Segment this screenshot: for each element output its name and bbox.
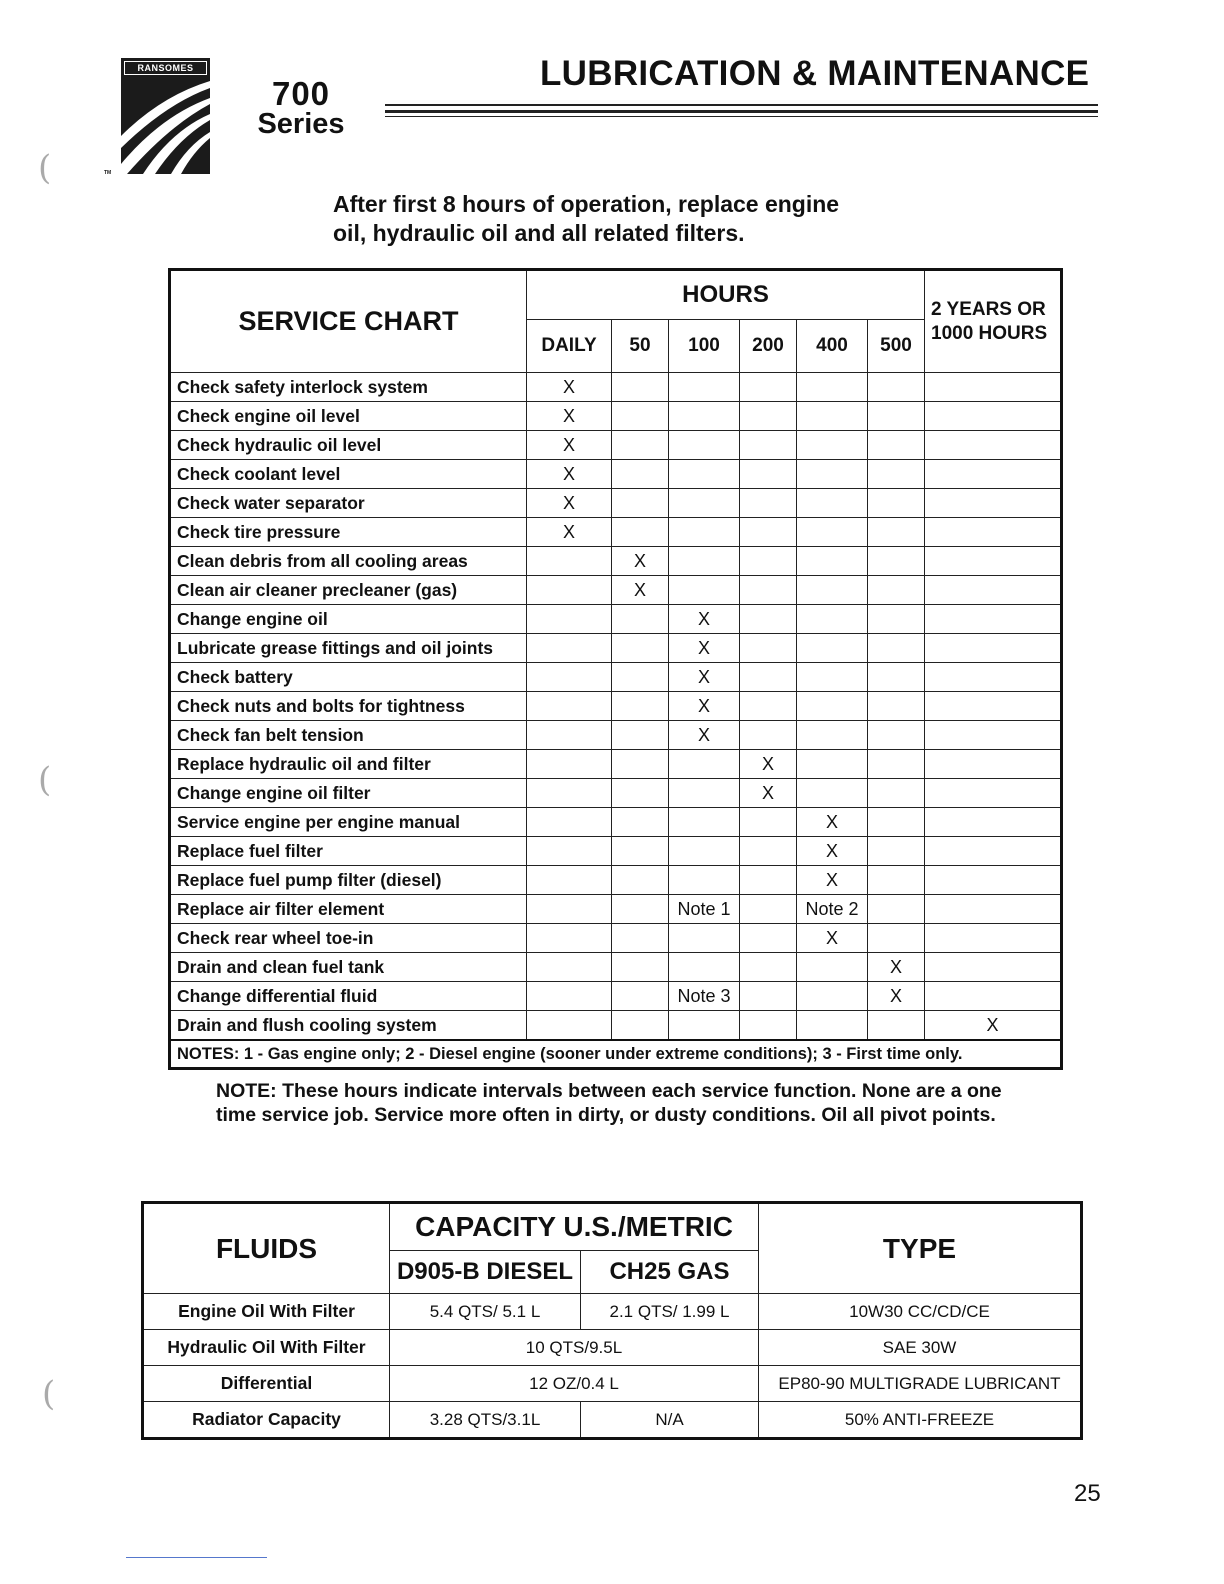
service-interval-cell [669,576,740,605]
service-task: Check fan belt tension [170,721,527,750]
service-interval-cell [925,576,1062,605]
service-interval-cell [740,808,797,837]
service-interval-cell [669,808,740,837]
service-interval-cell [925,634,1062,663]
service-task: Check nuts and bolts for tightness [170,692,527,721]
service-interval-cell [669,547,740,576]
service-interval-cell [925,402,1062,431]
service-interval-cell [612,750,669,779]
service-interval-cell [527,547,612,576]
service-interval-cell [797,634,868,663]
service-interval-cell [868,1011,925,1041]
service-interval-cell [925,431,1062,460]
footer-rule [126,1557,267,1558]
service-interval-cell [740,895,797,924]
service-interval-cell [669,837,740,866]
service-interval-cell [925,779,1062,808]
service-interval-cell [669,489,740,518]
service-task: Change engine oil filter [170,779,527,808]
service-interval-cell [797,431,868,460]
service-interval-cell [612,837,669,866]
gas-capacity: N/A [581,1402,759,1439]
service-interval-cell: Note 2 [797,895,868,924]
service-interval-cell [612,779,669,808]
logo-brand-text: RANSOMES [124,61,207,75]
service-interval-cell [740,489,797,518]
fluid-type: 10W30 CC/CD/CE [759,1294,1082,1330]
ransomes-logo [121,58,210,174]
service-interval-cell: Note 3 [669,982,740,1011]
service-interval-cell [612,895,669,924]
service-chart-body [170,373,1062,1041]
service-interval-cell [527,953,612,982]
service-interval-cell [612,982,669,1011]
service-interval-cell [740,605,797,634]
service-interval-cell [868,518,925,547]
service-interval-cell: Note 1 [669,895,740,924]
service-interval-cell [527,750,612,779]
service-interval-cell [925,837,1062,866]
service-interval-cell [527,721,612,750]
service-interval-cell: X [669,663,740,692]
long-interval-line: 2 YEARS OR [931,298,1046,320]
service-interval-cell [925,866,1062,895]
service-interval-cell [527,576,612,605]
type-header: TYPE [759,1203,1082,1294]
logo-stripes-graphic [121,76,210,174]
service-interval-cell [612,1011,669,1041]
service-interval-cell [797,547,868,576]
service-task: Replace air filter element [170,895,527,924]
service-interval-cell [612,692,669,721]
service-interval-cell [740,634,797,663]
service-interval-cell [925,924,1062,953]
service-row [170,779,1062,808]
service-interval-cell: X [669,721,740,750]
service-interval-cell [527,837,612,866]
trademark-mark: TM [104,170,112,176]
service-interval-cell [925,373,1062,402]
fluid-row [143,1402,1082,1439]
service-interval-cell [925,982,1062,1011]
capacity-header: CAPACITY U.S./METRIC [390,1203,759,1251]
service-interval-cell: X [669,605,740,634]
service-interval-cell [868,663,925,692]
service-interval-cell [797,460,868,489]
service-interval-cell [925,518,1062,547]
service-interval-cell [868,750,925,779]
service-interval-cell: X [527,431,612,460]
service-interval-cell [797,1011,868,1041]
service-interval-cell: X [612,547,669,576]
service-interval-cell: X [797,837,868,866]
service-interval-cell [740,460,797,489]
service-interval-cell: X [669,692,740,721]
service-interval-cell [740,982,797,1011]
service-interval-cell [925,460,1062,489]
service-interval-cell [868,489,925,518]
service-interval-cell: X [925,1011,1062,1041]
service-task: Check engine oil level [170,402,527,431]
service-interval-cell: X [797,808,868,837]
service-interval-cell [868,808,925,837]
service-interval-cell [669,431,740,460]
service-interval-cell [868,431,925,460]
service-interval-cell [868,402,925,431]
service-interval-cell [925,953,1062,982]
service-interval-cell: X [527,460,612,489]
service-interval-cell: X [527,518,612,547]
service-interval-cell [612,402,669,431]
service-interval-cell [612,373,669,402]
service-interval-cell [868,924,925,953]
service-interval-cell [868,866,925,895]
fluids-header: FLUIDS [143,1203,390,1294]
service-task: Check coolant level [170,460,527,489]
fluid-row [143,1366,1082,1402]
service-row [170,373,1062,402]
service-interval-cell [740,1011,797,1041]
column-header-200: 200 [740,320,797,373]
service-interval-cell [797,750,868,779]
service-interval-cell: X [740,779,797,808]
column-header-400: 400 [797,320,868,373]
service-task: Clean debris from all cooling areas [170,547,527,576]
service-interval-cell [797,663,868,692]
service-interval-cell [797,779,868,808]
service-interval-cell [797,721,868,750]
fluid-type: SAE 30W [759,1330,1082,1366]
service-interval-cell [925,605,1062,634]
service-interval-cell [612,721,669,750]
service-interval-cell [925,547,1062,576]
service-interval-cell [868,634,925,663]
gas-header: CH25 GAS [581,1251,759,1294]
service-interval-cell [797,576,868,605]
column-header-500: 500 [868,320,925,373]
service-interval-cell: X [868,953,925,982]
service-interval-cell [527,663,612,692]
series-number: 700 [271,75,331,112]
diesel-capacity: 5.4 QTS/ 5.1 L [390,1294,581,1330]
shared-capacity: 12 OZ/0.4 L [390,1366,759,1402]
series-word: Series [257,108,345,140]
service-task: Check tire pressure [170,518,527,547]
intro-line: After first 8 hours of operation, replace engine [333,191,840,217]
service-interval-cell: X [797,924,868,953]
service-interval-cell [612,460,669,489]
service-interval-cell [612,953,669,982]
service-interval-cell: X [527,402,612,431]
service-row [170,518,1062,547]
column-header-daily: DAILY [527,320,612,373]
fluid-name: Engine Oil With Filter [143,1294,390,1330]
service-task: Service engine per engine manual [170,808,527,837]
service-task: Check hydraulic oil level [170,431,527,460]
fluid-type: 50% ANTI-FREEZE [759,1402,1082,1439]
service-interval-cell [740,924,797,953]
service-interval-cell [868,460,925,489]
service-row [170,402,1062,431]
margin-binding-mark: ( [38,760,52,800]
title-rule [385,110,1098,113]
service-interval-cell [527,634,612,663]
service-interval-cell [527,982,612,1011]
service-interval-cell [612,605,669,634]
service-task: Replace hydraulic oil and filter [170,750,527,779]
service-row [170,895,1062,924]
service-interval-cell [740,953,797,982]
service-interval-cell [797,402,868,431]
service-interval-cell [925,808,1062,837]
service-interval-cell [868,837,925,866]
service-interval-cell [527,1011,612,1041]
service-row [170,663,1062,692]
service-interval-cell [868,692,925,721]
fluid-row [143,1330,1082,1366]
service-interval-cell [669,953,740,982]
column-header-50: 50 [612,320,669,373]
service-interval-cell: X [612,576,669,605]
column-header-100: 100 [669,320,740,373]
service-row [170,576,1062,605]
service-interval-cell [740,547,797,576]
service-interval-cell: X [527,489,612,518]
service-interval-cell [669,750,740,779]
service-interval-cell [527,808,612,837]
service-task: Check safety interlock system [170,373,527,402]
service-interval-cell [612,518,669,547]
service-row [170,808,1062,837]
service-row [170,953,1062,982]
service-chart-title: SERVICE CHART [170,270,527,373]
gas-capacity: 2.1 QTS/ 1.99 L [581,1294,759,1330]
service-interval-cell [527,605,612,634]
page-title: LUBRICATION & MAINTENANCE [540,54,1090,93]
service-interval-cell [797,518,868,547]
service-task: Replace fuel filter [170,837,527,866]
service-row [170,692,1062,721]
service-interval-cell: X [669,634,740,663]
service-interval-cell [797,373,868,402]
fluid-name: Hydraulic Oil With Filter [143,1330,390,1366]
service-row [170,837,1062,866]
service-row [170,431,1062,460]
margin-binding-mark: ( [38,148,52,188]
service-row [170,866,1062,895]
service-row [170,547,1062,576]
service-interval-cell [669,866,740,895]
service-task: Lubricate grease fittings and oil joints [170,634,527,663]
service-task: Change engine oil [170,605,527,634]
service-interval-cell [669,779,740,808]
service-interval-cell: X [740,750,797,779]
intro-text [333,190,893,248]
service-interval-cell [868,576,925,605]
service-task: Drain and clean fuel tank [170,953,527,982]
service-interval-cell [925,692,1062,721]
service-interval-cell [669,518,740,547]
service-interval-cell [669,460,740,489]
intro-line: oil, hydraulic oil and all related filters. [333,220,745,246]
fluid-type: EP80-90 MULTIGRADE LUBRICANT [759,1366,1082,1402]
service-interval-cell [612,866,669,895]
service-interval-cell [669,402,740,431]
service-row [170,1011,1062,1041]
hours-header: HOURS [527,270,925,320]
fluid-row [143,1294,1082,1330]
service-interval-cell [868,895,925,924]
hours-note [216,1079,1046,1127]
service-interval-cell [669,373,740,402]
service-task: Drain and flush cooling system [170,1011,527,1041]
service-interval-cell [797,953,868,982]
service-interval-cell [868,373,925,402]
service-interval-cell [925,663,1062,692]
service-row [170,605,1062,634]
service-row [170,982,1062,1011]
long-interval-line: 1000 HOURS [931,322,1048,344]
fluid-name: Radiator Capacity [143,1402,390,1439]
service-interval-cell [527,779,612,808]
service-interval-cell [527,924,612,953]
long-interval-header [925,270,1062,373]
service-interval-cell [527,692,612,721]
hours-note-line: time service job. Service more often in dirty, or dusty conditions. Oil all pivot points. [216,1104,996,1126]
service-interval-cell [740,518,797,547]
service-interval-cell [925,895,1062,924]
hours-note-line: NOTE: These hours indicate intervals between each service function. None are a one [216,1080,1002,1102]
service-interval-cell [740,692,797,721]
service-interval-cell [925,750,1062,779]
service-interval-cell [797,605,868,634]
title-rule [385,104,1098,106]
series-badge [236,75,366,140]
service-interval-cell: X [868,982,925,1011]
service-interval-cell [527,895,612,924]
service-interval-cell [612,489,669,518]
service-interval-cell [612,634,669,663]
service-row [170,634,1062,663]
service-row [170,750,1062,779]
service-interval-cell [740,402,797,431]
service-row [170,489,1062,518]
service-task: Check battery [170,663,527,692]
service-row [170,460,1062,489]
service-interval-cell [797,692,868,721]
service-chart-notes: NOTES: 1 - Gas engine only; 2 - Diesel engine (sooner under extreme conditions); 3 - First time only. [170,1040,1062,1069]
service-interval-cell [669,1011,740,1041]
service-interval-cell [797,982,868,1011]
service-interval-cell [740,431,797,460]
service-interval-cell [740,866,797,895]
title-rule [385,116,1098,117]
service-interval-cell [612,431,669,460]
service-interval-cell [740,837,797,866]
service-interval-cell [740,373,797,402]
service-interval-cell [868,721,925,750]
service-interval-cell: X [797,866,868,895]
service-interval-cell [868,547,925,576]
service-interval-cell [868,779,925,808]
page-number: 25 [1074,1480,1101,1507]
service-interval-cell [527,866,612,895]
fluids-table [141,1201,1083,1440]
shared-capacity: 10 QTS/9.5L [390,1330,759,1366]
service-interval-cell [740,663,797,692]
service-interval-cell [612,924,669,953]
margin-binding-mark: ( [42,1374,56,1414]
service-chart-table [168,268,1063,1070]
service-task: Check water separator [170,489,527,518]
service-interval-cell [612,808,669,837]
service-row [170,924,1062,953]
service-interval-cell: X [527,373,612,402]
service-interval-cell [740,721,797,750]
service-interval-cell [925,721,1062,750]
service-interval-cell [925,489,1062,518]
service-interval-cell [797,489,868,518]
service-interval-cell [868,605,925,634]
service-task: Replace fuel pump filter (diesel) [170,866,527,895]
service-task: Change differential fluid [170,982,527,1011]
service-interval-cell [612,663,669,692]
fluid-name: Differential [143,1366,390,1402]
service-interval-cell [669,924,740,953]
service-task: Clean air cleaner precleaner (gas) [170,576,527,605]
service-task: Check rear wheel toe-in [170,924,527,953]
service-interval-cell [740,576,797,605]
diesel-header: D905-B DIESEL [390,1251,581,1294]
diesel-capacity: 3.28 QTS/3.1L [390,1402,581,1439]
service-row [170,721,1062,750]
